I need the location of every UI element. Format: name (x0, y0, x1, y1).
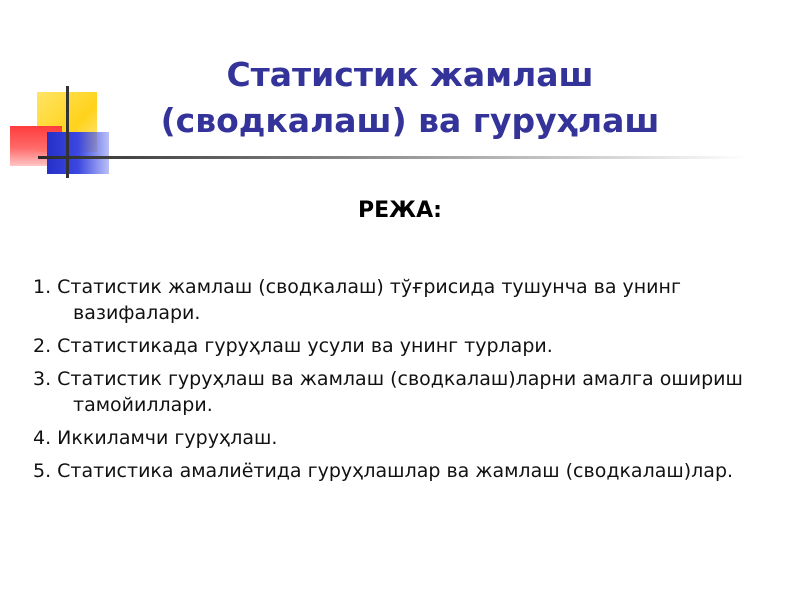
list-item: 3. Статистик гуруҳлаш ва жамлаш (сводкалаш)ларни амалга ошириш тамойиллари. (33, 368, 743, 416)
list-item: 1. Статистик жамлаш (сводкалаш) тўғрисида тушунча ва унинг вазифалари. (33, 276, 681, 324)
plan-heading: РЕЖА: (358, 198, 442, 223)
title-line-1: Статистик жамлаш (226, 55, 594, 94)
title-underline (38, 156, 750, 159)
decorative-logo (0, 0, 130, 200)
title-line-2: (сводкалаш) ва гуруҳлаш (160, 101, 660, 140)
list-item: 5. Статистика амалиётида гуруҳлашлар ва жамлаш (сводкалаш)лар. (33, 460, 734, 482)
list-item: 2. Статистикада гуруҳлаш усули ва унинг турлари. (33, 335, 553, 357)
plan-list (33, 274, 793, 491)
slide-title (130, 52, 690, 144)
list-item: 4. Иккиламчи гуруҳлаш. (33, 427, 278, 449)
blue-square (47, 132, 109, 174)
vertical-rule (66, 86, 69, 178)
